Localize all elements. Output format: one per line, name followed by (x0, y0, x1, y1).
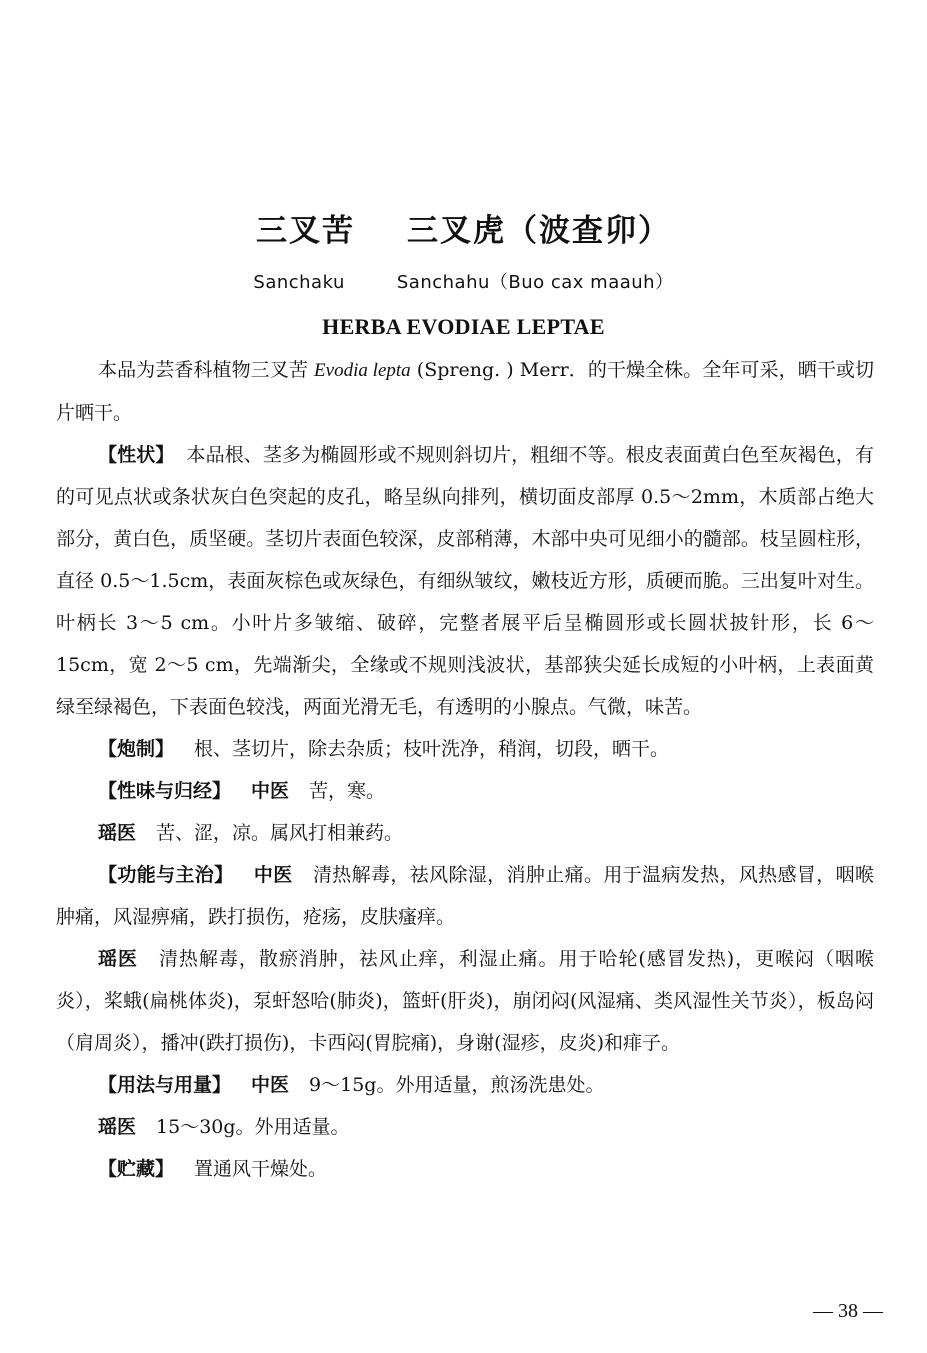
dosage-section-tcm (56, 1064, 874, 1106)
description-text: 本品根、茎多为椭圆形或不规则斜切片，粗细不等。根皮表面黄白色至灰褐色，有的可见点状或条状灰白色突起的皮孔，略呈纵向排列，横切面皮部厚 0.5～2mm，木质部占绝大部分，黄白色，质坚硬。茎切片表面色较深，皮部稍薄，木部中央可见细小的髓部。枝呈圆柱形，直径 0.5～1.5cm，表面灰棕色或灰绿色，有细纵皱纹，嫩枝近方形，质硬而脆。三出复叶对生。叶柄长 3～5 cm。小叶片多皱缩、破碎，完整者展平后呈椭圆形或长圆状披针形，长 6～15cm，宽 2～5 cm，先端渐尖，全缘或不规则浅波状，基部狭尖延长成短的小叶柄，上表面黄绿至绿褐色，下表面色较浅，两面光滑无毛，有透明的小腺点。气微，味苦。 (56, 444, 874, 718)
intro-paragraph (56, 349, 874, 434)
dosage-tcm-text: 9～15g。外用适量，煎汤洗患处。 (309, 1074, 605, 1096)
nature-section-tcm (56, 770, 874, 812)
functions-section-tcm (56, 854, 874, 938)
functions-section-yao (56, 938, 874, 1064)
functions-heading: 【功能与主治】 (98, 864, 234, 886)
title-chinese-name: 三叉苦 (256, 213, 355, 249)
yao-label: 瑶医 (98, 1116, 137, 1138)
yao-label: 瑶医 (98, 822, 137, 844)
nature-heading: 【性味与归经】 (98, 780, 232, 802)
tcm-label: 中医 (253, 864, 293, 886)
description-heading: 【性状】 (98, 444, 175, 466)
processing-section (56, 728, 874, 770)
nature-yao-text: 苦、涩，凉。属风打相兼药。 (156, 822, 404, 844)
monograph-body (56, 349, 874, 1190)
processing-text: 根、茎切片，除去杂质；枝叶洗净，稍润，切段，晒干。 (194, 738, 670, 760)
nature-tcm-text: 苦，寒。 (309, 780, 386, 802)
dosage-yao-text: 15～30g。外用适量。 (156, 1116, 350, 1138)
title-yao-name: 三叉虎（波查卯） (407, 213, 671, 249)
intro-text: 本品为芸香科植物三叉苦 (98, 359, 315, 381)
description-section (56, 434, 874, 728)
dosage-section-yao (56, 1106, 874, 1148)
monograph-title (0, 205, 927, 250)
latin-drug-name: HERBA EVODIAE LEPTAE (322, 314, 605, 339)
tcm-label: 中医 (251, 1074, 290, 1096)
species-name: Evodia lepta (314, 360, 411, 381)
storage-text: 置通风干燥处。 (194, 1158, 328, 1180)
dosage-heading: 【用法与用量】 (98, 1074, 232, 1096)
functions-yao-text: 清热解毒，散瘀消肿，祛风止痒，利湿止痛。用于哈轮(感冒发热)，更喉闷（咽喉炎），桨蛾(扁桃体炎)，泵虷怒哈(肺炎)，篮虷(肝炎)，崩闭闷(风湿痛、类风湿性关节炎），板岛闷（肩周炎），播冲(跌打损伤)，卡西闷(胃脘痛)，身谢(湿疹，皮炎)和痱子。 (56, 948, 874, 1054)
yao-label: 瑶医 (98, 948, 138, 970)
subtitle-pinyin: Sanchaku (253, 272, 345, 293)
processing-heading: 【炮制】 (98, 738, 175, 760)
page-number: — 38 — (813, 1300, 883, 1322)
intro-text-rest: (Spreng. ) Merr．的干燥全株。全年可采，晒干或切片晒干。 (56, 359, 874, 424)
storage-section (56, 1148, 874, 1190)
storage-heading: 【贮藏】 (98, 1158, 175, 1180)
nature-section-yao (56, 812, 874, 854)
subtitle-yao-pinyin: Sanchahu（Buo cax maauh） (396, 272, 674, 293)
monograph-subtitle (0, 268, 927, 294)
tcm-label: 中医 (251, 780, 290, 802)
functions-tcm-text: 清热解毒，祛风除湿，消肿止痛。用于温病发热，风热感冒，咽喉肿痛，风湿痹痛，跌打损伤，疮疡，皮肤瘙痒。 (56, 864, 874, 928)
